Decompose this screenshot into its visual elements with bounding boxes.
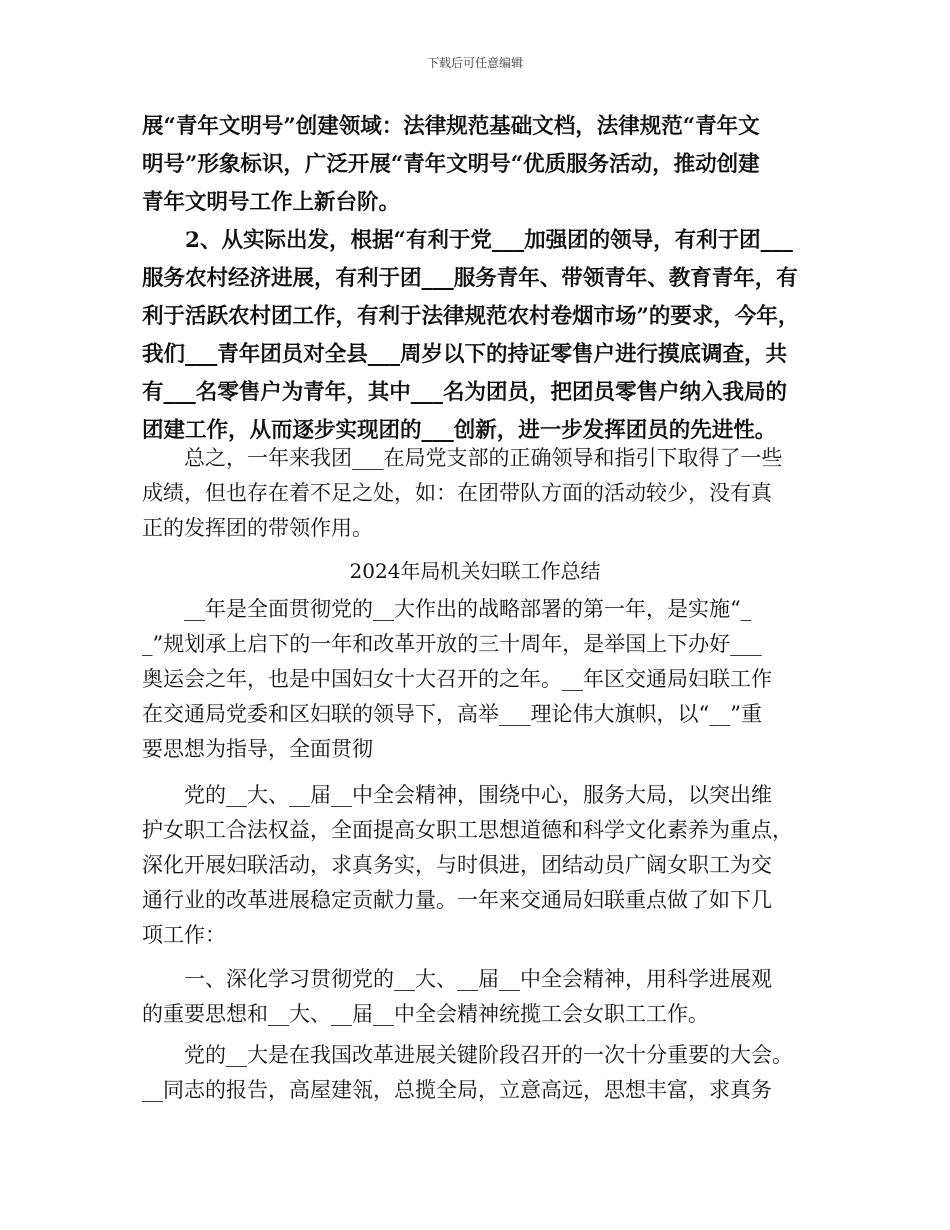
text-line: 一、深化学习贯彻党的__大、__届__中全会精神，用科学进展观 [142,967,772,991]
section-title: 2024年局机关妇联工作总结 [349,559,601,583]
text-line: 党的__大是在我国改革进展关键阶段召开的一次十分重要的大会。 [142,1043,793,1067]
text-line: 我们___青年团员对全县___周岁以下的持证零售户进行摸底调查，共 [142,342,788,367]
text-line: 通行业的改革进展稳定贡献力量。一年来交通局妇联重点做了如下几 [142,888,772,912]
text-line: 正的发挥团的带领作用。 [142,516,373,540]
bold-paragraphs [142,108,822,450]
text-line: 奥运会之年，也是中国妇女十大召开的之年。__年区交通局妇联工作 [142,667,772,691]
text-line: 要思想为指导，全面贯彻 [142,737,373,761]
intro-paragraph [142,592,822,767]
text-line: __同志的报告，高屋建瓴，总揽全局，立意高远，思想丰富，求真务 [142,1078,772,1102]
text-line: 党的__大、__届__中全会精神，围绕中心，服务大局，以突出维 [142,783,772,807]
text-line: 2、从实际出发，根据“有利于党___加强团的领导，有利于团___ [142,228,793,253]
summary-paragraph [142,441,822,546]
text-line: 青年文明号工作上新台阶。 [142,190,401,215]
text-line: 项工作： [142,923,226,947]
text-line: 明号”形象标识，广泛开展“青年文明号“优质服务活动，推动创建 [142,152,760,177]
text-line: _”规划承上启下的一年和改革开放的三十周年，是举国上下办好___ [142,632,762,656]
text-line: __年是全面贯彻党的__大作出的战略部署的第一年，是实施“_ [142,597,752,621]
text-line: 团建工作，从而逐步实现团的___创新，进一步发挥团员的先进性。 [142,418,777,443]
text-line: 护女职工合法权益，全面提高女职工思想道德和科学文化素养为重点， [142,818,793,842]
text-line: 总之，一年来我团___在局党支部的正确领导和指引下取得了一些 [142,446,783,470]
text-line: 有___名零售户为青年，其中___名为团员，把团员零售户纳入我局的 [142,380,788,405]
text-line: 的重要思想和__大、__届__中全会精神统揽工会女职工工作。 [142,1002,709,1026]
text-line: 展“青年文明号”创建领域：法律规范基础文档，法律规范“青年文 [142,114,760,139]
heading-paragraph [142,962,822,1032]
text-line: 深化开展妇联活动，求真务实，与时俱进，团结动员广阔女职工为交 [142,853,772,877]
text-line: 利于活跃农村团工作，有利于法律规范农村卷烟市场”的要求，今年， [142,304,800,329]
closing-paragraph [142,1038,822,1108]
page-header: 下载后可任意编辑 [426,56,523,70]
text-line: 服务农村经济进展，有利于团___服务青年、带领青年、教育青年，有 [142,266,798,291]
text-line: 成绩，但也存在着不足之处，如：在团带队方面的活动较少，没有真 [142,481,772,505]
text-line: 在交通局党委和区妇联的领导下，高举___理论伟大旗帜，以“__”重 [142,702,762,726]
body-paragraph [142,778,822,953]
